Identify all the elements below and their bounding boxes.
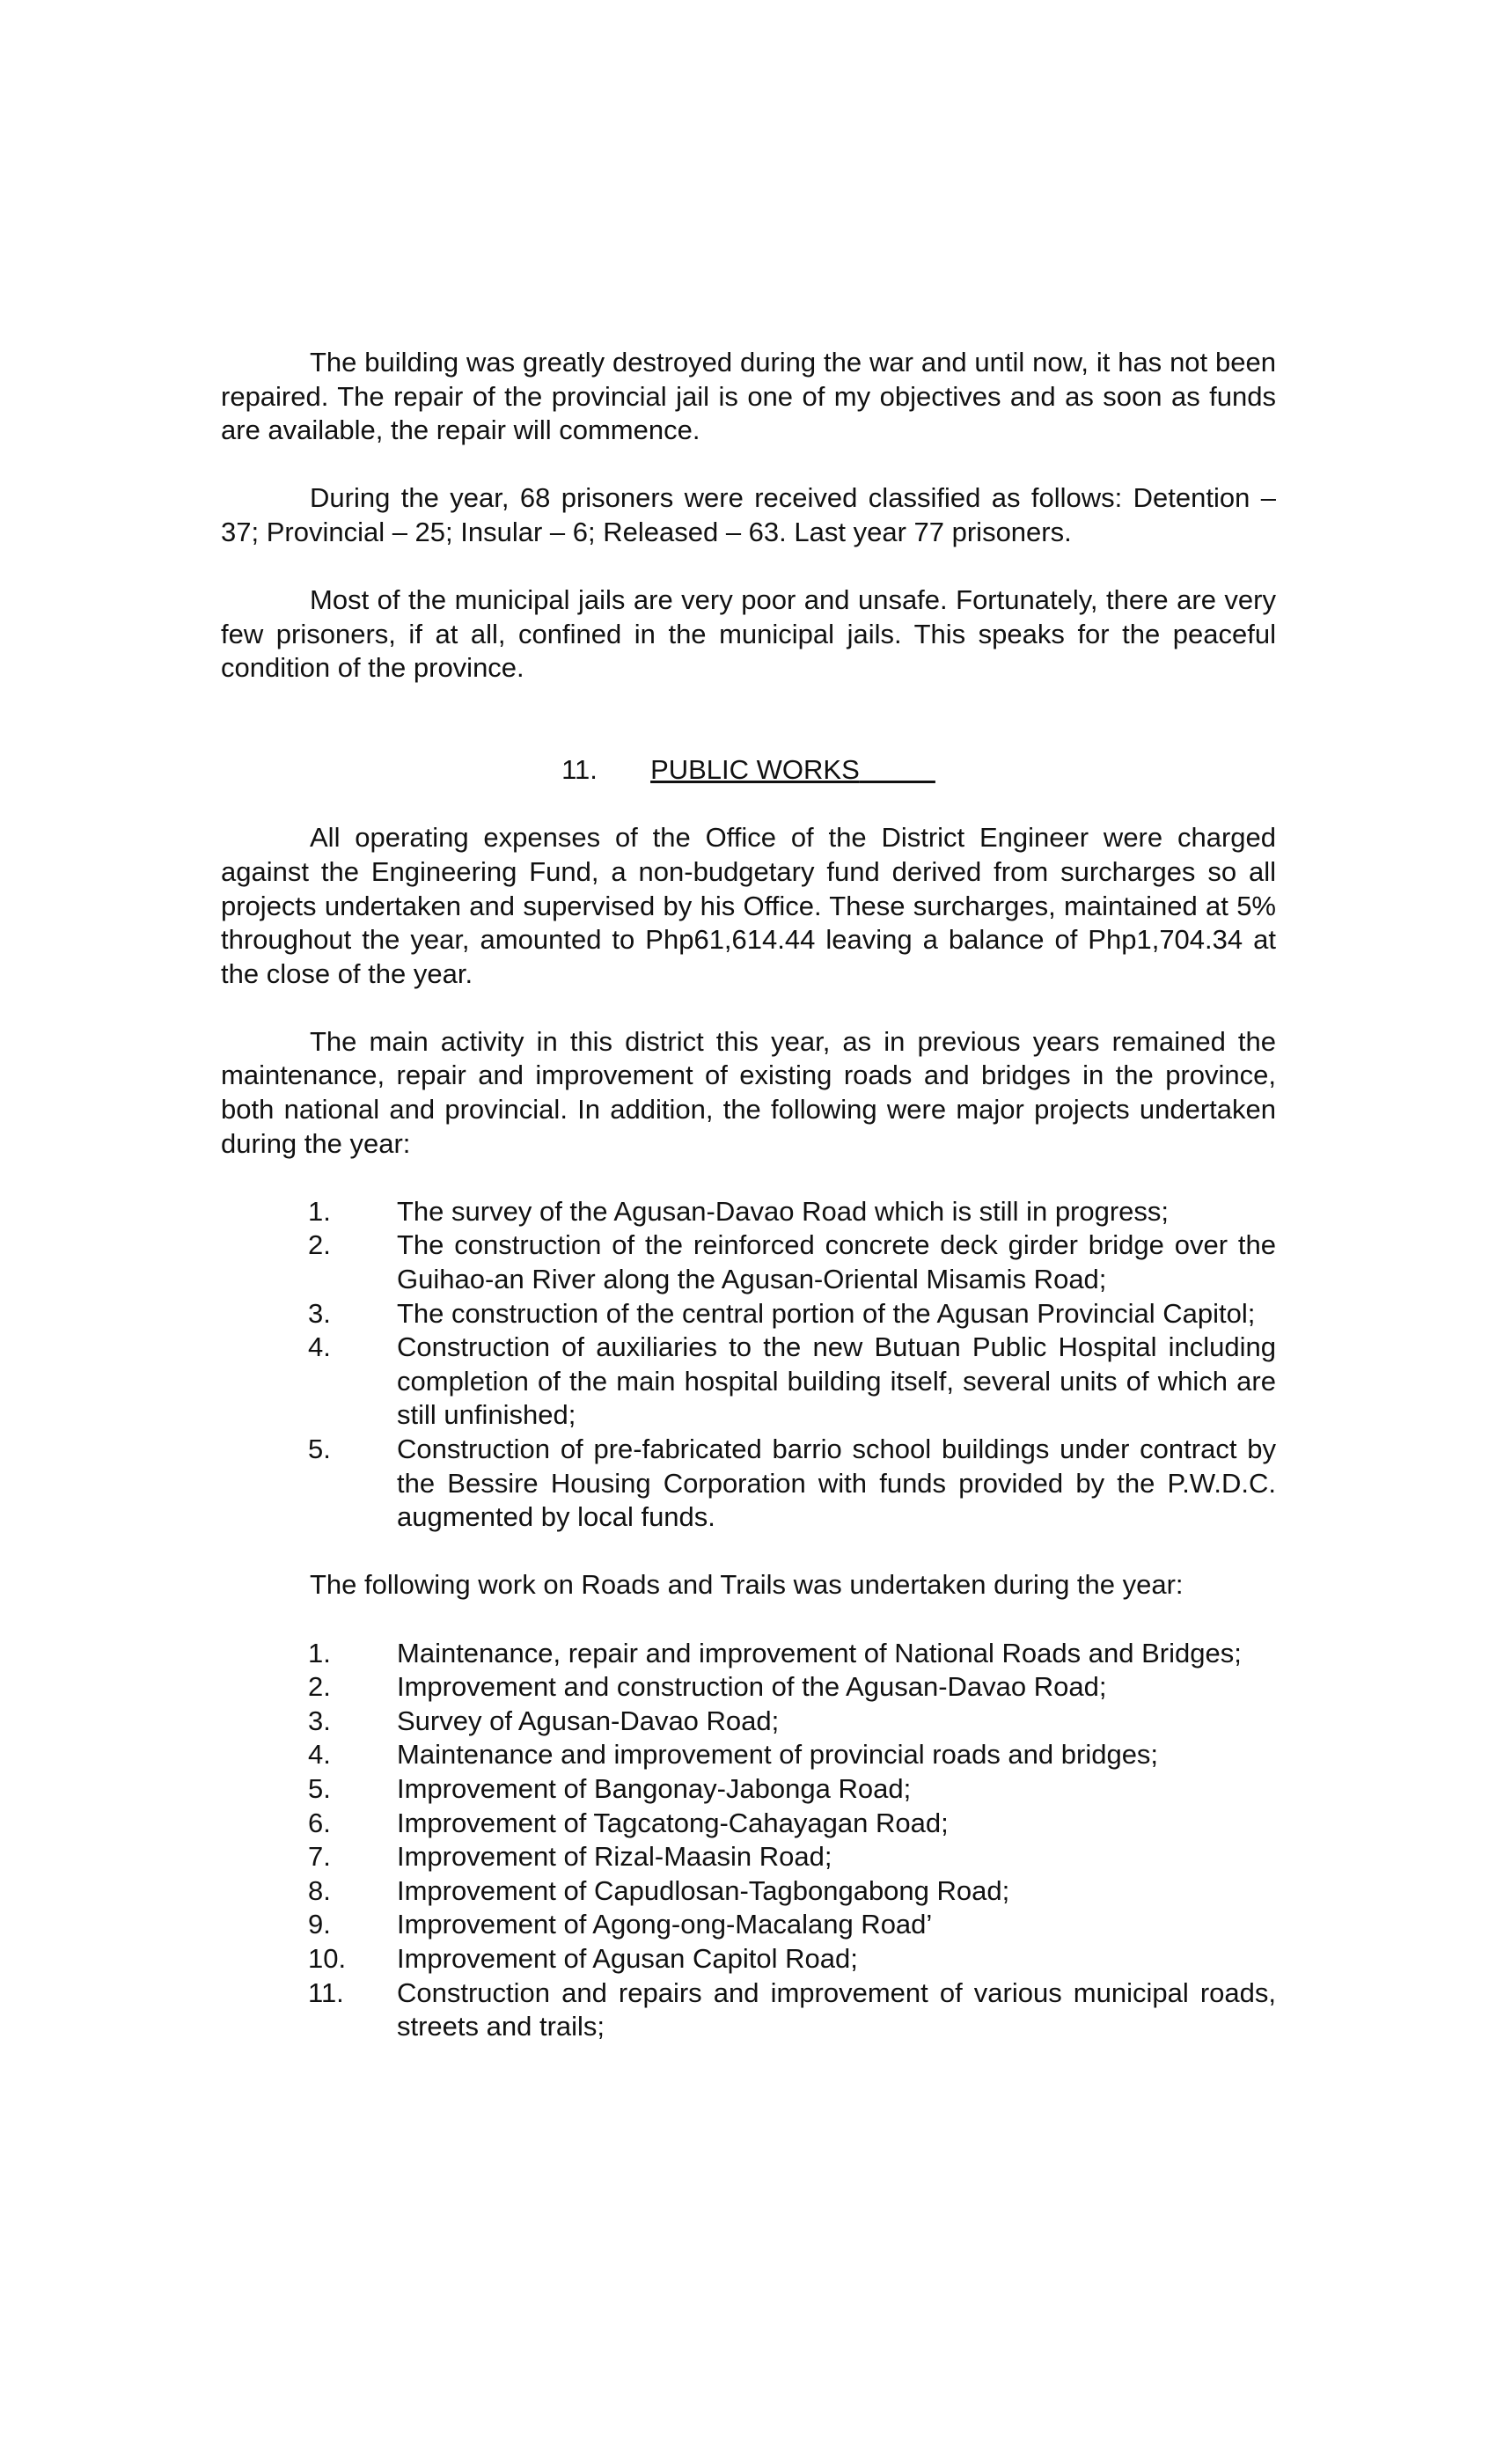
list-number: 4. [308, 1739, 331, 1771]
list-text: Improvement of Agong-ong-Macalang Road’ [397, 1909, 933, 1940]
list-item [221, 1433, 1276, 1535]
list-text: Improvement of Agusan Capitol Road; [397, 1942, 858, 1974]
list-number: 11. [308, 1976, 344, 2008]
list-item [221, 1738, 1276, 1772]
paragraph-municipal-jails: Most of the municipal jails are very poor and unsafe. Fortunately, there are very few prisoners, if at all, confined in the municipal jails. This speaks for the peaceful condition of the province. [221, 584, 1276, 684]
list-number: 10. [308, 1942, 347, 1974]
list-item [221, 1772, 1276, 1807]
list-text: Maintenance and improvement of provincial roads and bridges; [397, 1739, 1159, 1771]
list-number: 3. [308, 1297, 331, 1329]
list-item [221, 1297, 1276, 1331]
list-number: 2. [308, 1671, 331, 1703]
list-number: 3. [308, 1705, 331, 1736]
list-text: Maintenance, repair and improvement of National Roads and Bridges; [397, 1637, 1242, 1668]
list-text: Survey of Agusan-Davao Road; [397, 1705, 780, 1736]
list-item [221, 1195, 1276, 1229]
list-number: 1. [308, 1637, 331, 1668]
list-text: The construction of the central portion of the Agusan Provincial Capitol; [397, 1297, 1256, 1329]
list-number: 9. [308, 1909, 331, 1940]
list-number: 5. [308, 1434, 331, 1464]
section-number: 11. [561, 754, 598, 786]
paragraph-jail-building: The building was greatly destroyed during the war and until now, it has not been repaired. The repair of the provincial jail is one of my objectives and as soon as funds are available, the repair will commence. [221, 347, 1276, 446]
list-item [221, 1874, 1276, 1909]
paragraph-engineering-fund: All operating expenses of the Office of the District Engineer were charged against the Engineering Fund, a non-budgetary fund derived from surcharges so all projects undertaken and supervised by his Office. These surcharges, maintained at 5% throughout the year, amounted to Php61,614.44 leaving a balance of Php1,704.34 at the close of the year. [221, 822, 1276, 989]
list-text: Improvement of Rizal-Maasin Road; [397, 1841, 832, 1873]
list-text: Improvement of Tagcatong-Cahayagan Road; [397, 1807, 949, 1838]
list-number: 1. [308, 1195, 331, 1227]
list-item [221, 1670, 1276, 1705]
list-item [221, 1637, 1276, 1671]
list-number: 7. [308, 1841, 331, 1873]
list-text: Improvement and construction of the Agusan-Davao Road; [397, 1671, 1107, 1703]
paragraph-main-activity: The main activity in this district this year, as in previous years remained the maintenance, repair and improvement of existing roads and bridges in the province, both national and provincial. In addition, the following were major projects undertaken during the year: [221, 1025, 1276, 1159]
list-text: Improvement of Capudlosan-Tagbongabong Road; [397, 1874, 1010, 1906]
roads-work-list [221, 1637, 1276, 2044]
list-text: Construction and repairs and improvement of various municipal roads, streets and trails; [397, 1976, 1276, 2042]
list-text: Construction of auxiliaries to the new Butuan Public Hospital including completion of the main hospital building itself, several units of which are still unfinished; [397, 1331, 1276, 1431]
list-text: The construction of the reinforced concrete deck girder bridge over the Guihao-an River along the Agusan-Oriental Misamis Road; [397, 1229, 1276, 1295]
major-projects-list [221, 1195, 1276, 1535]
list-text: The survey of the Agusan-Davao Road which is still in progress; [397, 1195, 1170, 1227]
list-item [221, 1331, 1276, 1433]
list-item [221, 1976, 1276, 2044]
paragraph-roads-intro: The following work on Roads and Trails was undertaken during the year: [310, 1569, 1184, 1601]
list-item [221, 1807, 1276, 1841]
list-item [221, 1228, 1276, 1296]
list-item [221, 1908, 1276, 1942]
list-text: Construction of pre-fabricated barrio school buildings under contract by the Bessire Housing Corporation with funds provided by the P.W.D.C. augmented by local funds. [397, 1434, 1276, 1533]
list-item [221, 1942, 1276, 1976]
list-item [221, 1840, 1276, 1874]
list-number: 8. [308, 1874, 331, 1906]
list-number: 5. [308, 1772, 331, 1804]
document-page [221, 346, 1276, 2044]
list-number: 2. [308, 1229, 331, 1261]
list-number: 4. [308, 1331, 331, 1363]
list-text: Improvement of Bangonay-Jabonga Road; [397, 1772, 912, 1804]
paragraph-prisoners-received: During the year, 68 prisoners were received classified as follows: Detention – 37; Provincial – 25; Insular – 6; Released – 63. Last year 77 prisoners. [221, 482, 1276, 547]
list-number: 6. [308, 1807, 331, 1838]
section-title: PUBLIC WORKS [650, 754, 860, 786]
list-item [221, 1705, 1276, 1739]
section-heading [221, 753, 1276, 788]
